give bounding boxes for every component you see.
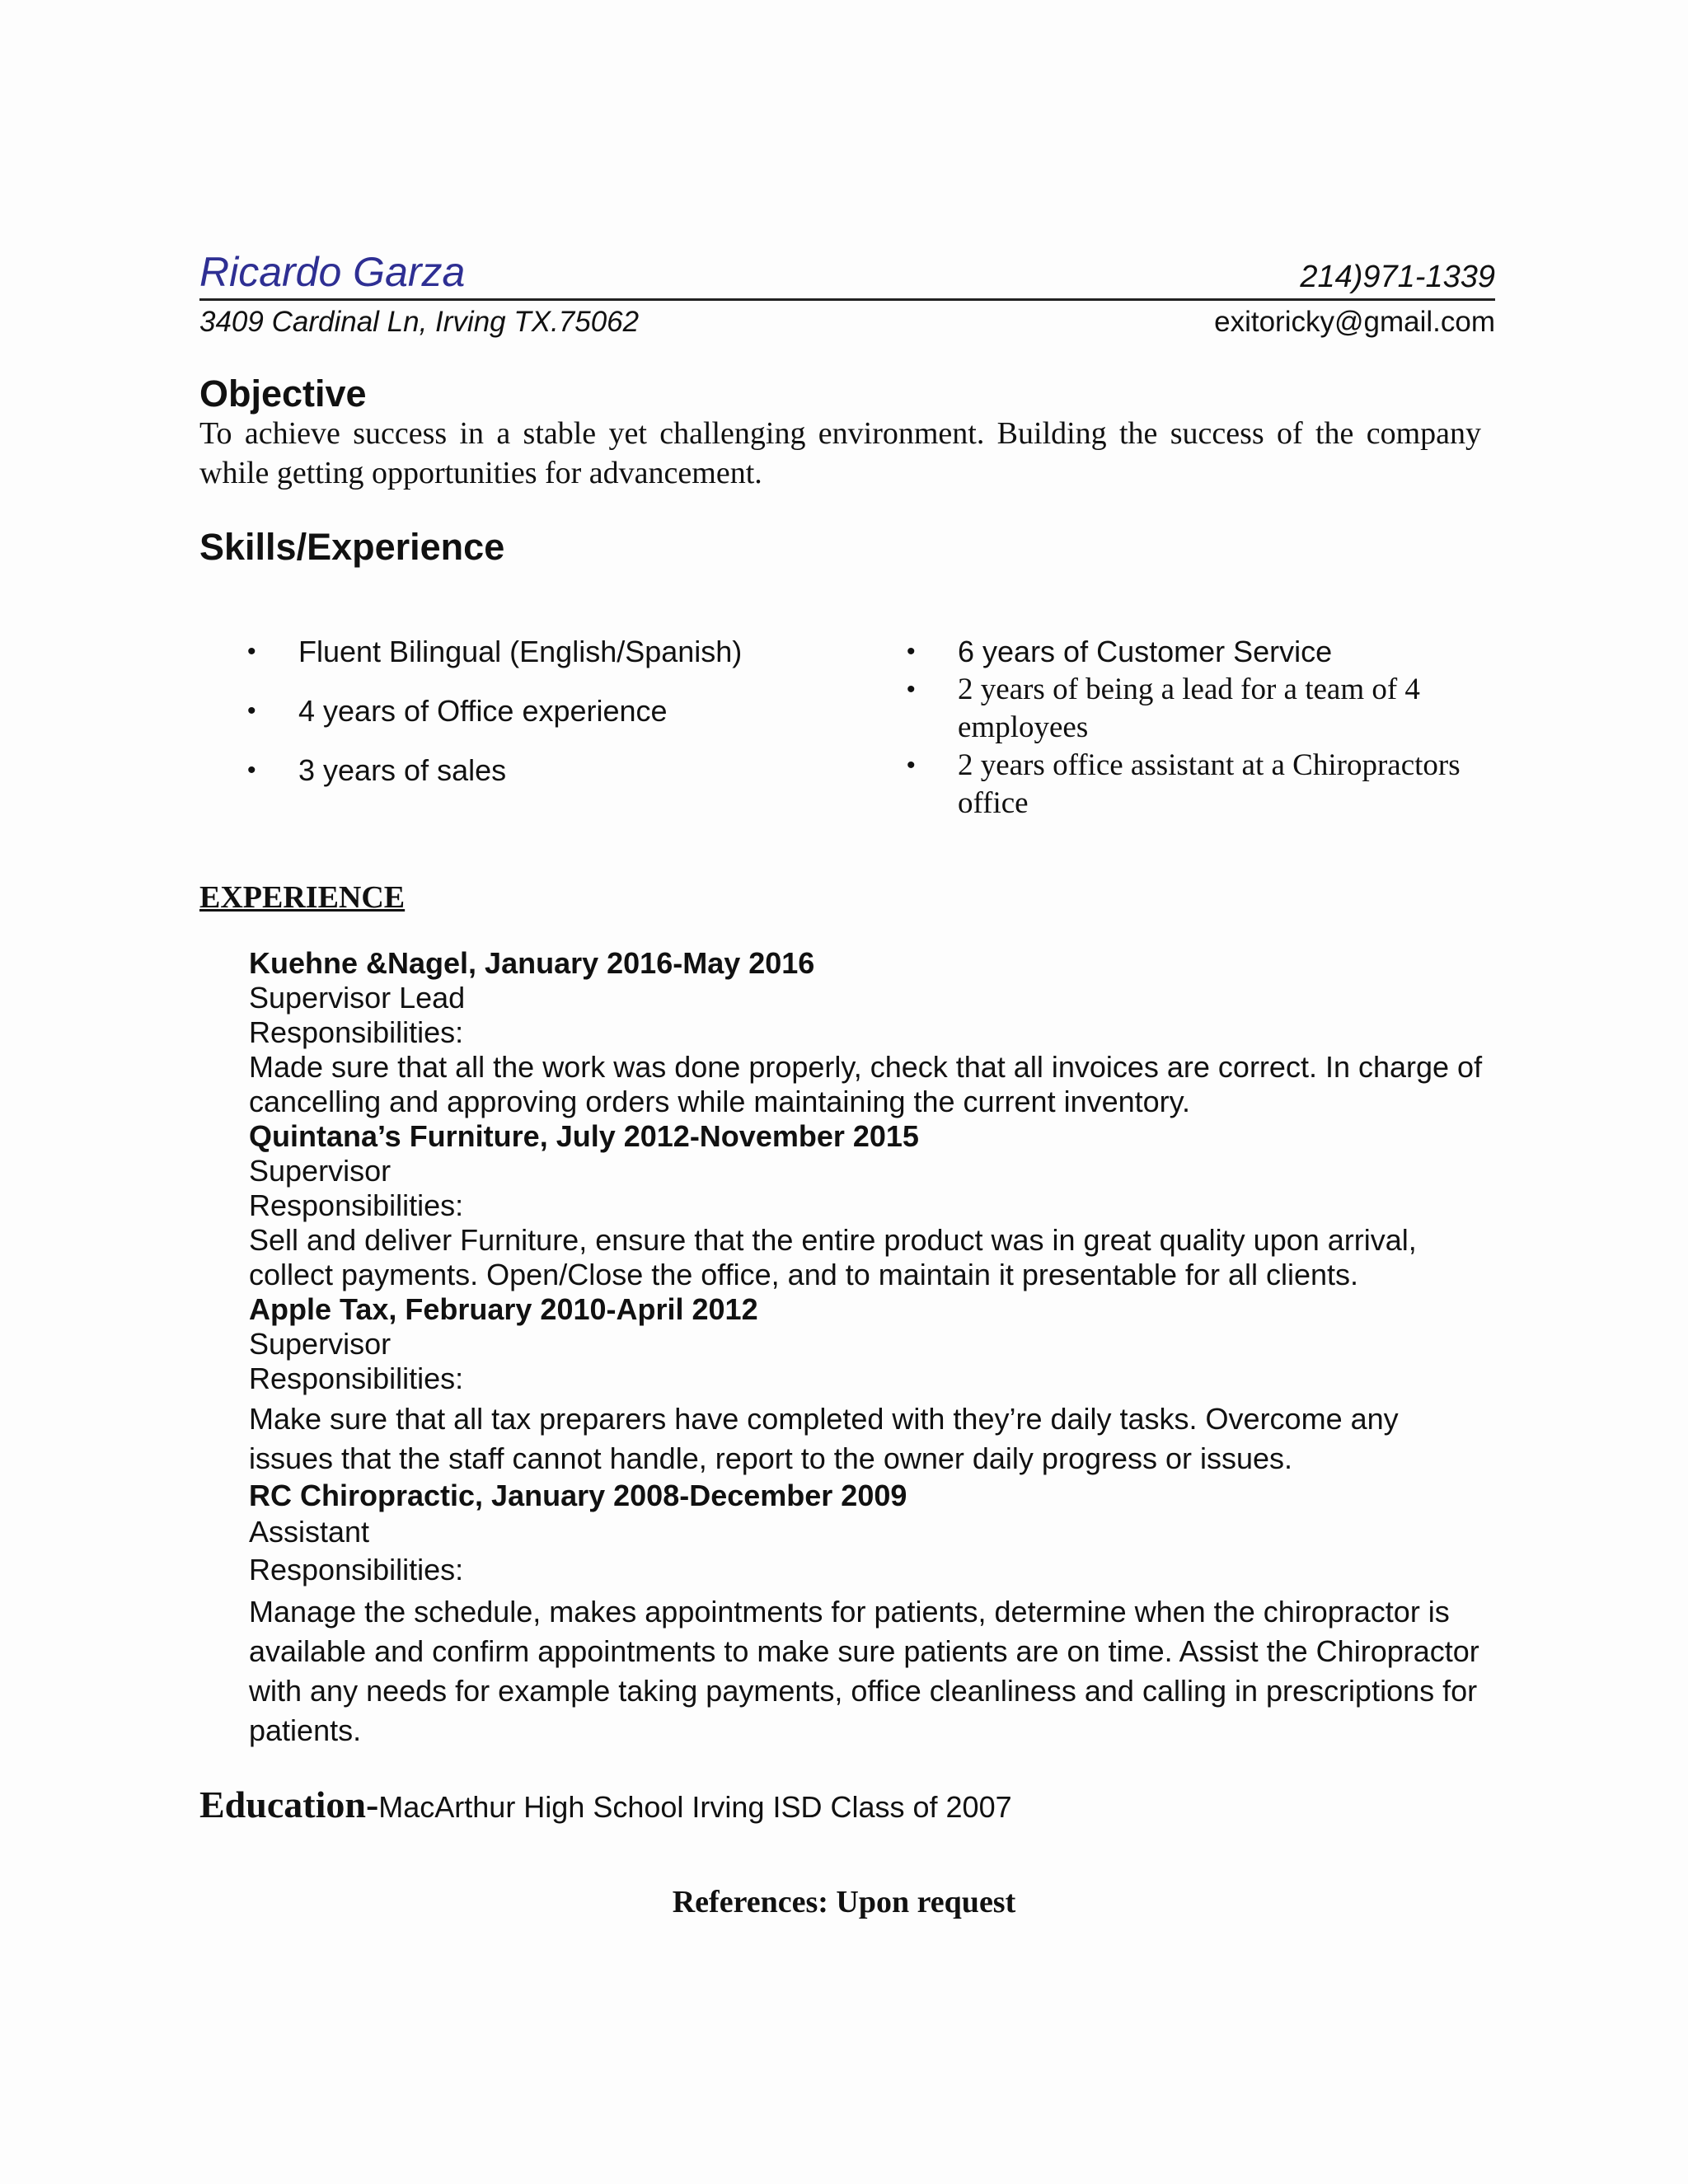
skill-text: 3 years of sales [298, 753, 507, 787]
skill-item [247, 752, 841, 790]
skill-item [907, 633, 1484, 671]
applicant-name: Ricardo Garza [199, 249, 466, 295]
job-description: Manage the schedule, makes appointments for patients, determine when the chiropractor is available and confirm appointments to make sure patients are on time. Assist the Chiropractor with any needs for example taking payments, office cleanliness and calling in prescriptions for patients. [249, 1595, 1479, 1747]
phone-number: 214)971-1339 [1300, 260, 1495, 294]
job-title: Kuehne &Nagel, January 2016-May 2016 [249, 946, 815, 980]
job-title: RC Chiropractic, January 2008-December 2009 [249, 1479, 907, 1512]
bullet-icon: • [907, 676, 916, 703]
job-title: Quintana’s Furniture, July 2012-November 2015 [249, 1119, 919, 1153]
education-label: Education- [199, 1783, 379, 1825]
references-line: References: Upon request [672, 1885, 1016, 1919]
job-entry [249, 1479, 1485, 1750]
experience-heading: EXPERIENCE [199, 880, 406, 915]
name-row [199, 247, 1495, 301]
skill-item [247, 633, 841, 671]
skills-right-column [907, 633, 1484, 823]
skill-text: 2 years of being a lead for a team of 4 employees [958, 673, 1420, 744]
job-role: Supervisor [249, 1154, 392, 1188]
job-description: Sell and deliver Furniture, ensure that the entire product was in great quality upon arrival, collect payments. Open/Close the office, and to maintain it presentable for all clients. [249, 1223, 1417, 1291]
skill-item [907, 671, 1484, 747]
responsibilities-label: Responsibilities: [249, 1553, 464, 1586]
bullet-icon: • [247, 638, 256, 665]
bullet-icon: • [247, 697, 256, 724]
job-role: Assistant [249, 1515, 370, 1549]
objective-text: To achieve success in a stable yet challenging environment. Building the success of the company while getting opportunities for advancement. [199, 416, 1481, 490]
job-role: Supervisor Lead [249, 981, 466, 1015]
skill-text: Fluent Bilingual (English/Spanish) [298, 635, 743, 668]
skills-heading: Skills/Experience [199, 526, 505, 568]
address-row [199, 304, 1495, 340]
responsibilities-label: Responsibilities: [249, 1015, 464, 1049]
responsibilities-label: Responsibilities: [249, 1361, 464, 1395]
experience-list [249, 946, 1485, 1750]
responsibilities-label: Responsibilities: [249, 1188, 464, 1222]
objective-heading: Objective [199, 373, 367, 415]
job-description: Make sure that all tax preparers have completed with they’re daily tasks. Overcome any issues that the staff cannot handle, report to the owner daily progress or issues. [249, 1402, 1399, 1475]
bullet-icon: • [907, 638, 916, 665]
job-entry [249, 1119, 1485, 1292]
job-entry [249, 946, 1485, 1119]
job-title: Apple Tax, February 2010-April 2012 [249, 1292, 758, 1326]
bullet-icon: • [907, 752, 916, 779]
skill-text: 4 years of Office experience [298, 694, 668, 728]
skill-item [247, 692, 841, 730]
bullet-icon: • [247, 757, 256, 784]
skill-text: 2 years office assistant at a Chiropractors office [958, 748, 1461, 820]
resume-header [199, 247, 1495, 340]
job-role: Supervisor [249, 1327, 392, 1361]
mailing-address: 3409 Cardinal Ln, Irving TX.75062 [199, 306, 640, 338]
email-address: exitoricky@gmail.com [1214, 306, 1495, 338]
skill-item [907, 747, 1484, 823]
job-entry [249, 1292, 1485, 1479]
skill-text: 6 years of Customer Service [958, 635, 1333, 668]
skills-left-column [247, 633, 841, 811]
job-description: Made sure that all the work was done properly, check that all invoices are correct. In charge of cancelling and approving orders while maintaining the current inventory. [249, 1050, 1483, 1118]
education-text: MacArthur High School Irving ISD Class of 2007 [378, 1790, 1012, 1824]
education-line [199, 1782, 1012, 1828]
